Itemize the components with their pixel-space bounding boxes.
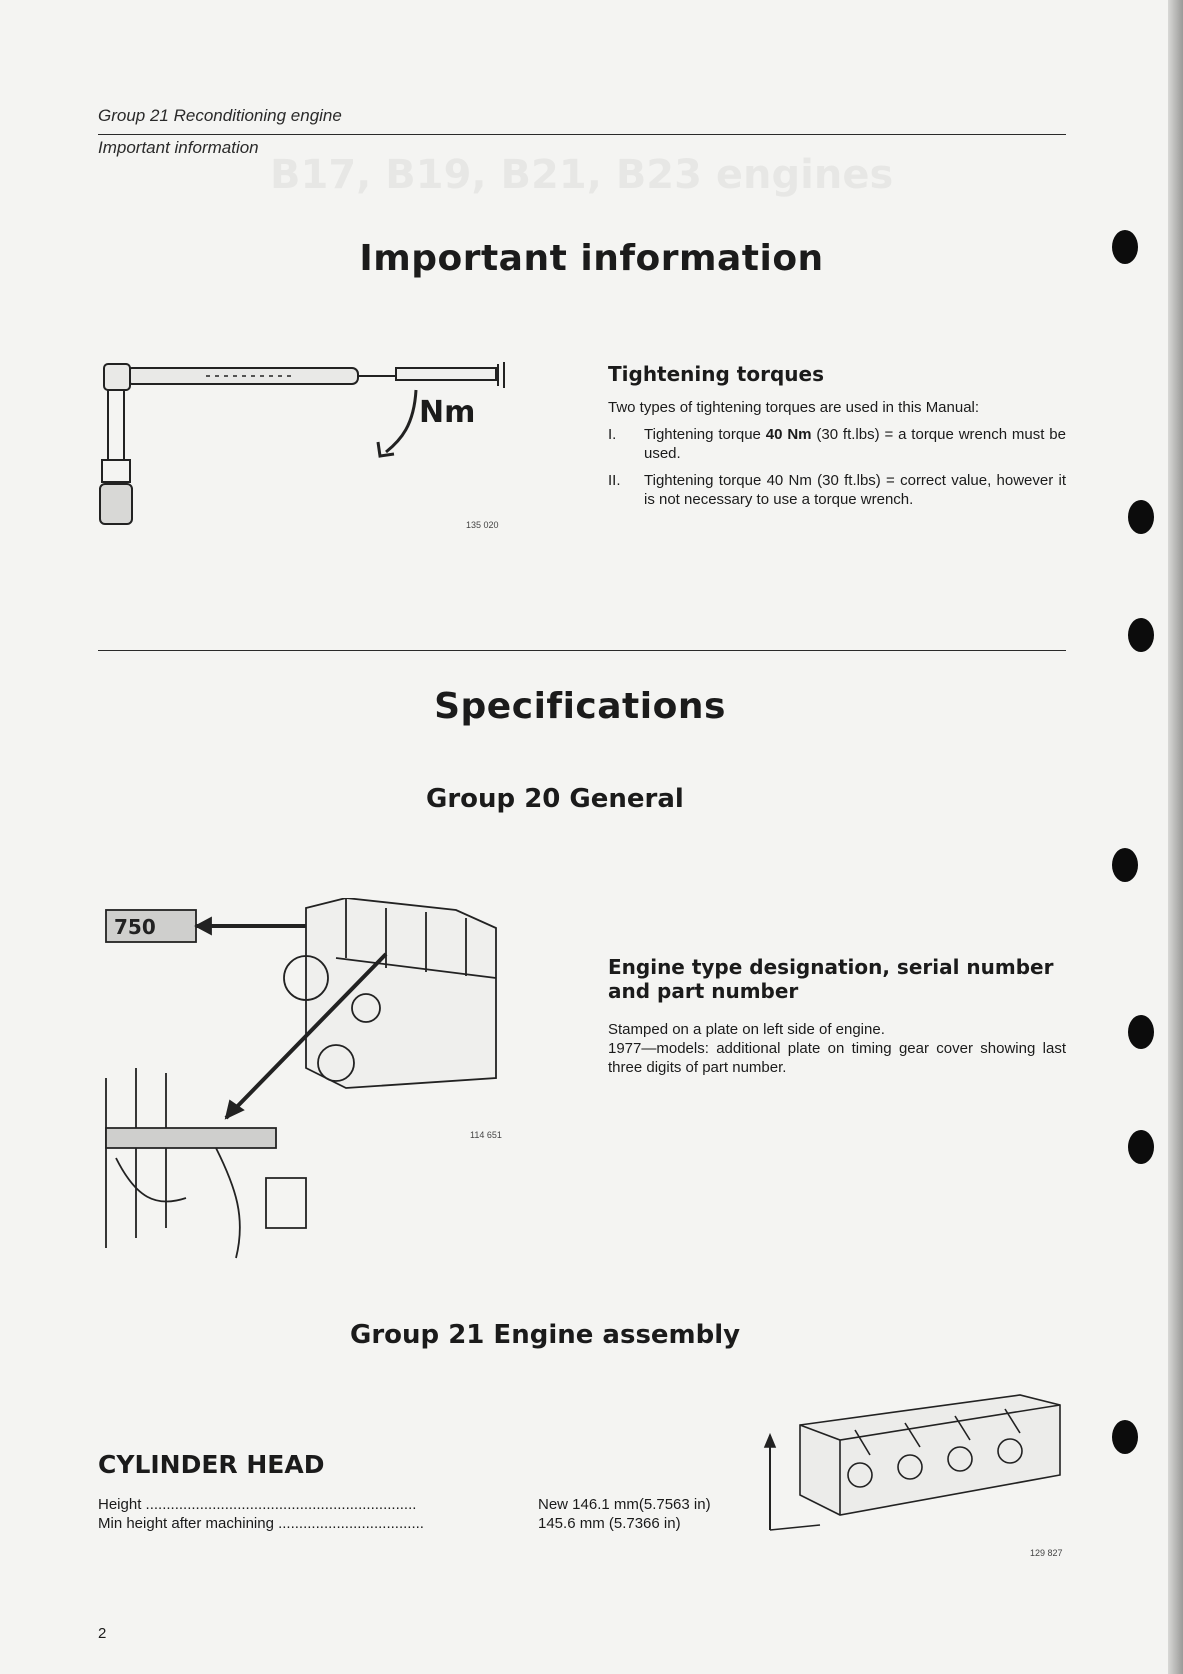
tightening-intro: Two types of tightening torques are used in this Manual: <box>608 399 980 416</box>
list-item <box>608 425 1066 463</box>
list-text <box>644 425 1066 463</box>
tightening-torques-body <box>608 398 1066 509</box>
tightening-torques-heading: Tightening torques <box>608 362 824 386</box>
engine-type-text: Stamped on a plate on left side of engine. 1977—models: additional plate on timing gear cover showing last three digits of part number. <box>608 1021 1066 1076</box>
cylinder-head-figure <box>760 1385 1070 1535</box>
page-number: 2 <box>98 1625 107 1642</box>
engine-type-heading: Engine type designation, serial number and part number <box>608 955 1054 1003</box>
list-text-part: (30 ft.lbs) = a torque wrench must be used. <box>644 426 1066 462</box>
list-item <box>608 471 1066 509</box>
binding-hole <box>1112 848 1138 882</box>
torque-wrench-figure <box>96 360 526 540</box>
spec-label: Height ................................................................. <box>98 1496 417 1513</box>
group21-title: Group 21 Engine assembly <box>350 1320 741 1350</box>
figure-caption: 135 020 <box>466 520 499 530</box>
engine-figure <box>96 898 556 1268</box>
list-text: Tightening torque 40 Nm (30 ft.lbs) = correct value, however it is not necessary to use a torque wrench. <box>644 472 1066 508</box>
binding-hole <box>1128 618 1154 652</box>
list-text-part: Tightening torque <box>644 426 766 443</box>
figure-caption: 114 651 <box>470 1130 502 1140</box>
spec-row <box>98 1495 758 1514</box>
list-number: I. <box>608 426 617 443</box>
nm-unit-label: Nm <box>419 395 476 430</box>
figure-caption: 129 827 <box>1030 1548 1063 1558</box>
spec-label: Min height after machining ................................... <box>98 1515 424 1532</box>
binding-hole <box>1128 500 1154 534</box>
list-text-bold: 40 Nm <box>765 426 812 443</box>
spec-table <box>98 1495 758 1533</box>
spec-row <box>98 1514 758 1533</box>
binding-hole <box>1128 1130 1154 1164</box>
specifications-title: Specifications <box>434 686 726 727</box>
running-subheader: Important information <box>98 138 259 157</box>
running-header: Group 21 Reconditioning engine <box>98 106 342 125</box>
group20-title: Group 20 General <box>426 784 684 814</box>
show-through-text: B17, B19, B21, B23 engines <box>270 152 894 198</box>
engine-plate-label: 750 <box>114 915 156 939</box>
binding-hole <box>1128 1015 1154 1049</box>
header-rule <box>98 134 1066 135</box>
binding-hole <box>1112 1420 1138 1454</box>
list-number: II. <box>608 472 621 489</box>
spec-value: New 146.1 mm(5.7563 in) <box>538 1496 711 1513</box>
page-title: Important information <box>359 238 824 279</box>
section-divider <box>98 650 1066 651</box>
spec-value: 145.6 mm (5.7366 in) <box>538 1515 681 1532</box>
cylinder-head-heading: CYLINDER HEAD <box>98 1450 325 1479</box>
